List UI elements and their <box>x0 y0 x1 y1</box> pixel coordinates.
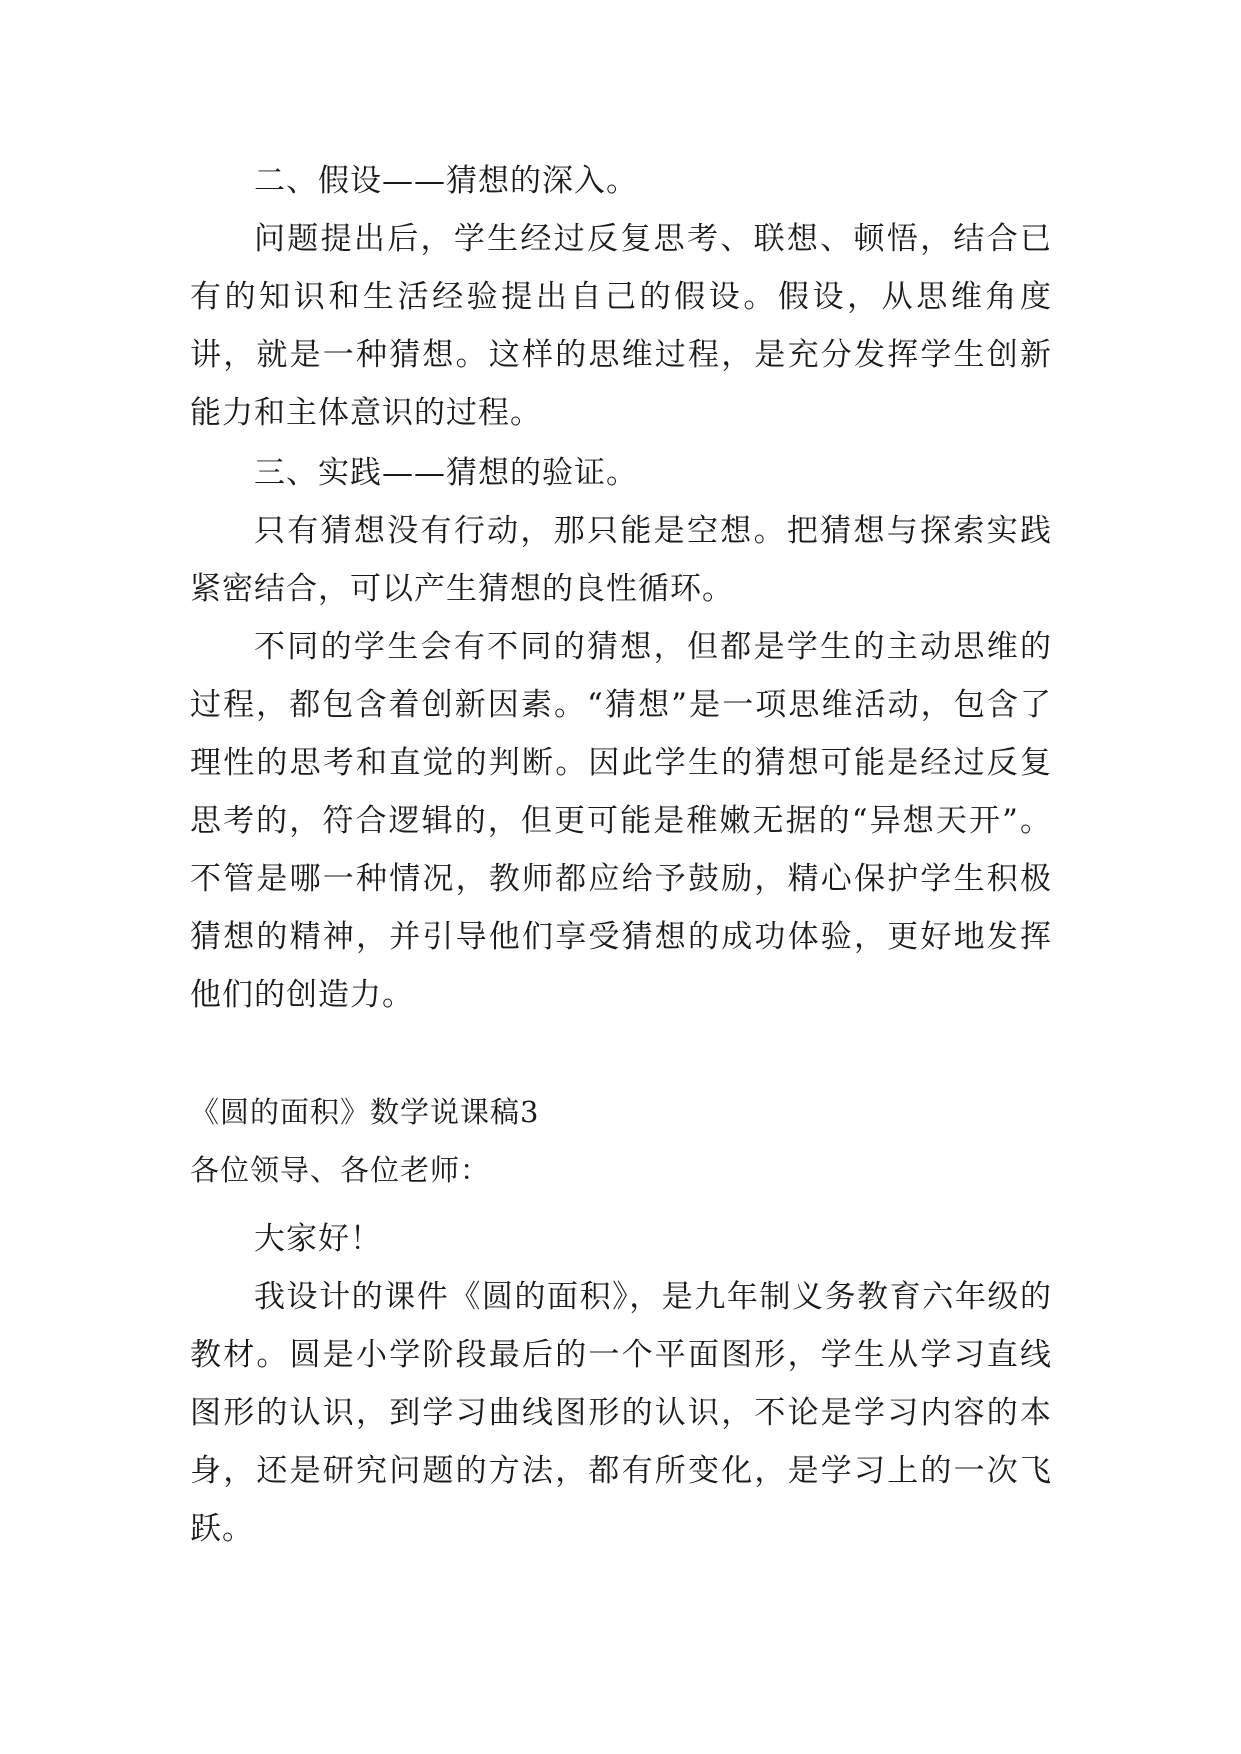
paragraph-hypothesis: 问题提出后，学生经过反复思考、联想、顿悟，结合已有的知识和生活经验提出自己的假设。假设，从思维角度讲，就是一种猜想。这样的思维过程，是充分发挥学生创新能力和主体意识的过程。 <box>190 221 1052 431</box>
paragraph-intro: 我设计的课件《圆的面积》，是九年制义务教育六年级的教材。圆是小学阶段最后的一个平面图形，学生从学习直线图形的认识，到学习曲线图形的认识，不论是学习内容的本身，还是研究问题的方法，都有所变化，是学习上的一次飞跃。 <box>190 1279 1052 1547</box>
salutation: 各位领导、各位老师： <box>190 1153 491 1187</box>
paragraph-practice-2: 不同的学生会有不同的猜想，但都是学生的主动思维的过程，都包含着创新因素。“猜想”是一项思维活动，包含了理性的思考和直觉的判断。因此学生的猜想可能是经过反复思考的，符合逻辑的，但更可能是稚嫩无据的“异想天开”。不管是哪一种情况，教师都应给予鼓励，精心保护学生积极猜想的精神，并引导他们享受猜想的成功体验，更好地发挥他们的创造力。 <box>190 629 1052 1013</box>
heading-practice: 三、实践——猜想的验证。 <box>254 455 638 491</box>
greeting: 大家好！ <box>254 1221 382 1257</box>
heading-hypothesis: 二、假设——猜想的深入。 <box>254 163 638 199</box>
paragraph-practice-1: 只有猜想没有行动，那只能是空想。把猜想与探索实践紧密结合，可以产生猜想的良性循环。 <box>190 513 1052 607</box>
lesson-title: 《圆的面积》数学说课稿3 <box>190 1095 540 1129</box>
